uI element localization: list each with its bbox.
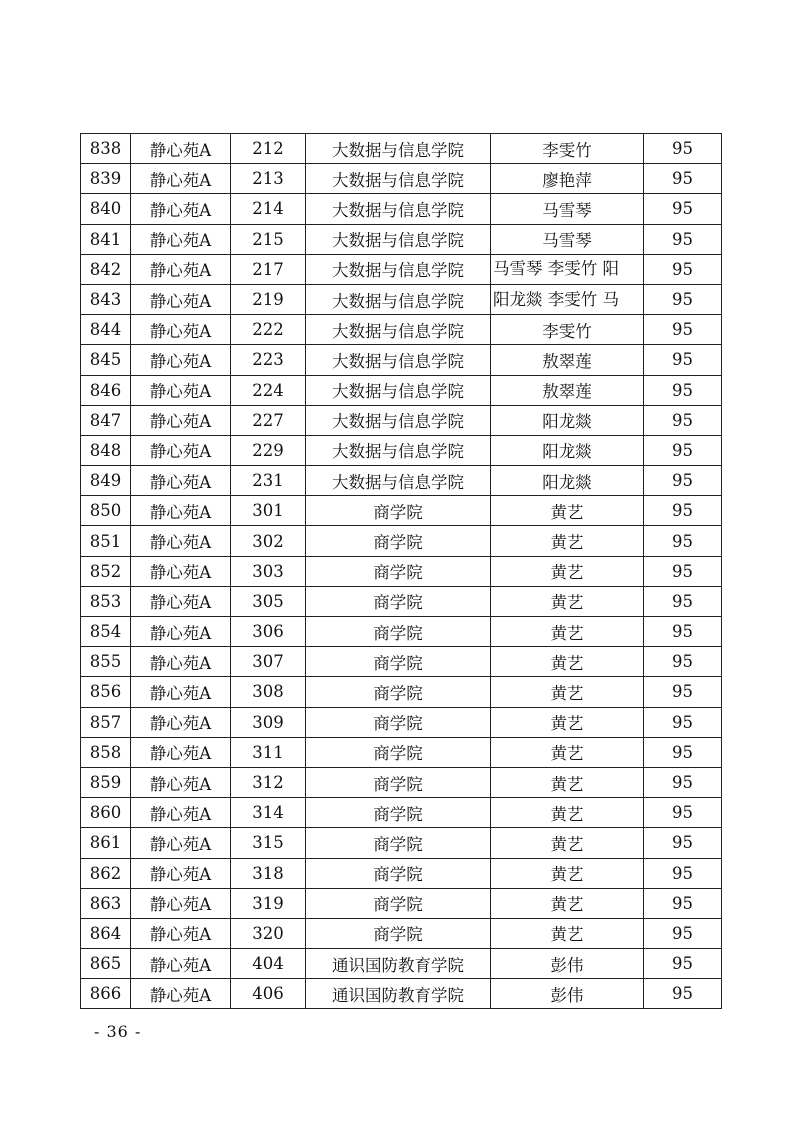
- responsible-person-cell: 黄艺: [491, 888, 644, 918]
- building-cell: 静心苑A: [131, 677, 231, 707]
- score-cell: 95: [644, 737, 722, 767]
- room-cell: 308: [231, 677, 306, 707]
- room-cell: 224: [231, 375, 306, 405]
- building-cell: 静心苑A: [131, 979, 231, 1009]
- table-row: [81, 556, 722, 586]
- responsible-person-cell: 黄艺: [491, 677, 644, 707]
- row-number-cell: 857: [81, 707, 131, 737]
- score-cell: 95: [644, 888, 722, 918]
- room-cell: 315: [231, 828, 306, 858]
- building-cell: 静心苑A: [131, 647, 231, 677]
- responsible-person-cell: 阳龙燚: [491, 435, 644, 465]
- college-cell: 大数据与信息学院: [306, 224, 491, 254]
- room-cell: 305: [231, 586, 306, 616]
- table-row: [81, 526, 722, 556]
- building-cell: 静心苑A: [131, 556, 231, 586]
- room-cell: 306: [231, 617, 306, 647]
- table-row: [81, 375, 722, 405]
- row-number-cell: 855: [81, 647, 131, 677]
- room-cell: 318: [231, 858, 306, 888]
- row-number-cell: 839: [81, 164, 131, 194]
- responsible-person-cell: 黄艺: [491, 767, 644, 797]
- room-cell: 229: [231, 435, 306, 465]
- table-row: [81, 677, 722, 707]
- college-cell: 商学院: [306, 798, 491, 828]
- score-cell: 95: [644, 164, 722, 194]
- table-row: [81, 405, 722, 435]
- score-cell: 95: [644, 586, 722, 616]
- room-cell: 406: [231, 979, 306, 1009]
- score-cell: 95: [644, 918, 722, 948]
- score-cell: 95: [644, 375, 722, 405]
- responsible-person-cell: 黄艺: [491, 918, 644, 948]
- building-cell: 静心苑A: [131, 375, 231, 405]
- building-cell: 静心苑A: [131, 767, 231, 797]
- college-cell: 大数据与信息学院: [306, 284, 491, 314]
- table-row: [81, 496, 722, 526]
- college-cell: 大数据与信息学院: [306, 405, 491, 435]
- building-cell: 静心苑A: [131, 737, 231, 767]
- score-cell: 95: [644, 647, 722, 677]
- building-cell: 静心苑A: [131, 405, 231, 435]
- college-cell: 大数据与信息学院: [306, 164, 491, 194]
- college-cell: 商学院: [306, 767, 491, 797]
- row-number-cell: 841: [81, 224, 131, 254]
- building-cell: 静心苑A: [131, 194, 231, 224]
- table-row: [81, 586, 722, 616]
- table-row: [81, 315, 722, 345]
- responsible-person-cell: 黄艺: [491, 828, 644, 858]
- score-cell: 95: [644, 617, 722, 647]
- row-number-cell: 849: [81, 466, 131, 496]
- table-row: [81, 767, 722, 797]
- responsible-person-cell: 李雯竹: [491, 315, 644, 345]
- college-cell: 商学院: [306, 737, 491, 767]
- room-cell: 314: [231, 798, 306, 828]
- room-cell: 309: [231, 707, 306, 737]
- building-cell: 静心苑A: [131, 798, 231, 828]
- building-cell: 静心苑A: [131, 707, 231, 737]
- row-number-cell: 856: [81, 677, 131, 707]
- building-cell: 静心苑A: [131, 224, 231, 254]
- college-cell: 商学院: [306, 888, 491, 918]
- table-row: [81, 284, 722, 314]
- row-number-cell: 854: [81, 617, 131, 647]
- table-row: [81, 707, 722, 737]
- building-cell: 静心苑A: [131, 496, 231, 526]
- college-cell: 大数据与信息学院: [306, 375, 491, 405]
- room-cell: 219: [231, 284, 306, 314]
- score-cell: 95: [644, 224, 722, 254]
- college-cell: 商学院: [306, 707, 491, 737]
- room-cell: 319: [231, 888, 306, 918]
- row-number-cell: 865: [81, 949, 131, 979]
- responsible-person-cell: 马雪琴: [491, 194, 644, 224]
- table-row: [81, 647, 722, 677]
- score-cell: 95: [644, 315, 722, 345]
- table-row: [81, 888, 722, 918]
- table-body: [81, 134, 722, 1009]
- score-cell: 95: [644, 798, 722, 828]
- row-number-cell: 866: [81, 979, 131, 1009]
- room-cell: 301: [231, 496, 306, 526]
- responsible-person-cell: 马雪琴: [491, 224, 644, 254]
- score-cell: 95: [644, 405, 722, 435]
- responsible-person-cell: 黄艺: [491, 556, 644, 586]
- row-number-cell: 853: [81, 586, 131, 616]
- building-cell: 静心苑A: [131, 858, 231, 888]
- table-row: [81, 466, 722, 496]
- responsible-person-cell: 黄艺: [491, 586, 644, 616]
- college-cell: 大数据与信息学院: [306, 435, 491, 465]
- room-cell: 311: [231, 737, 306, 767]
- score-cell: 95: [644, 979, 722, 1009]
- building-cell: 静心苑A: [131, 949, 231, 979]
- table-row: [81, 194, 722, 224]
- building-cell: 静心苑A: [131, 134, 231, 164]
- row-number-cell: 858: [81, 737, 131, 767]
- score-cell: 95: [644, 707, 722, 737]
- room-cell: 302: [231, 526, 306, 556]
- room-cell: 312: [231, 767, 306, 797]
- row-number-cell: 862: [81, 858, 131, 888]
- row-number-cell: 863: [81, 888, 131, 918]
- score-cell: 95: [644, 767, 722, 797]
- responsible-person-text: 阳龙燚 李雯竹 马: [493, 289, 619, 309]
- table-row: [81, 798, 722, 828]
- row-number-cell: 844: [81, 315, 131, 345]
- college-cell: 通识国防教育学院: [306, 949, 491, 979]
- college-cell: 商学院: [306, 918, 491, 948]
- table-row: [81, 737, 722, 767]
- score-cell: 95: [644, 134, 722, 164]
- responsible-person-cell: 彭伟: [491, 949, 644, 979]
- table-row: [81, 918, 722, 948]
- college-cell: 商学院: [306, 617, 491, 647]
- responsible-person-text: 马雪琴 李雯竹 阳: [493, 259, 619, 279]
- row-number-cell: 842: [81, 254, 131, 284]
- responsible-person-cell: 阳龙燚: [491, 405, 644, 435]
- room-cell: 227: [231, 405, 306, 435]
- responsible-person-cell: 黄艺: [491, 798, 644, 828]
- row-number-cell: 843: [81, 284, 131, 314]
- college-cell: 商学院: [306, 677, 491, 707]
- score-cell: 95: [644, 435, 722, 465]
- responsible-person-cell: 黄艺: [491, 617, 644, 647]
- score-cell: 95: [644, 828, 722, 858]
- score-cell: 95: [644, 284, 722, 314]
- building-cell: 静心苑A: [131, 888, 231, 918]
- responsible-person-cell: 敖翠莲: [491, 375, 644, 405]
- table-row: [81, 224, 722, 254]
- room-cell: 217: [231, 254, 306, 284]
- building-cell: 静心苑A: [131, 526, 231, 556]
- table-row: [81, 345, 722, 375]
- building-cell: 静心苑A: [131, 435, 231, 465]
- building-cell: 静心苑A: [131, 918, 231, 948]
- college-cell: 大数据与信息学院: [306, 315, 491, 345]
- row-number-cell: 840: [81, 194, 131, 224]
- room-cell: 404: [231, 949, 306, 979]
- row-number-cell: 864: [81, 918, 131, 948]
- score-cell: 95: [644, 466, 722, 496]
- score-cell: 95: [644, 496, 722, 526]
- building-cell: 静心苑A: [131, 254, 231, 284]
- responsible-person-cell: 黄艺: [491, 737, 644, 767]
- row-number-cell: 848: [81, 435, 131, 465]
- college-cell: 商学院: [306, 828, 491, 858]
- inspection-score-table: [80, 133, 722, 1009]
- room-cell: 222: [231, 315, 306, 345]
- building-cell: 静心苑A: [131, 315, 231, 345]
- responsible-person-cell: [491, 284, 644, 314]
- building-cell: 静心苑A: [131, 284, 231, 314]
- building-cell: 静心苑A: [131, 164, 231, 194]
- room-cell: 303: [231, 556, 306, 586]
- row-number-cell: 845: [81, 345, 131, 375]
- responsible-person-cell: 黄艺: [491, 858, 644, 888]
- college-cell: 商学院: [306, 526, 491, 556]
- responsible-person-cell: 廖艳萍: [491, 164, 644, 194]
- college-cell: 大数据与信息学院: [306, 134, 491, 164]
- college-cell: 大数据与信息学院: [306, 345, 491, 375]
- page-number: - 36 -: [94, 1022, 142, 1041]
- room-cell: 231: [231, 466, 306, 496]
- room-cell: 223: [231, 345, 306, 375]
- responsible-person-cell: 阳龙燚: [491, 466, 644, 496]
- building-cell: 静心苑A: [131, 345, 231, 375]
- table-row: [81, 164, 722, 194]
- score-cell: 95: [644, 194, 722, 224]
- college-cell: 大数据与信息学院: [306, 466, 491, 496]
- college-cell: 大数据与信息学院: [306, 254, 491, 284]
- score-cell: 95: [644, 254, 722, 284]
- row-number-cell: 850: [81, 496, 131, 526]
- table-row: [81, 828, 722, 858]
- row-number-cell: 859: [81, 767, 131, 797]
- college-cell: 商学院: [306, 496, 491, 526]
- building-cell: 静心苑A: [131, 586, 231, 616]
- building-cell: 静心苑A: [131, 466, 231, 496]
- building-cell: 静心苑A: [131, 617, 231, 647]
- responsible-person-cell: 黄艺: [491, 496, 644, 526]
- college-cell: 商学院: [306, 858, 491, 888]
- row-number-cell: 852: [81, 556, 131, 586]
- table-row: [81, 617, 722, 647]
- table-row: [81, 435, 722, 465]
- building-cell: 静心苑A: [131, 828, 231, 858]
- score-cell: 95: [644, 526, 722, 556]
- table-row: [81, 858, 722, 888]
- row-number-cell: 860: [81, 798, 131, 828]
- table-row: [81, 134, 722, 164]
- table-row: [81, 949, 722, 979]
- room-cell: 215: [231, 224, 306, 254]
- responsible-person-cell: 黄艺: [491, 526, 644, 556]
- responsible-person-cell: 李雯竹: [491, 134, 644, 164]
- room-cell: 214: [231, 194, 306, 224]
- room-cell: 307: [231, 647, 306, 677]
- responsible-person-cell: 黄艺: [491, 647, 644, 677]
- responsible-person-cell: 彭伟: [491, 979, 644, 1009]
- row-number-cell: 851: [81, 526, 131, 556]
- college-cell: 商学院: [306, 647, 491, 677]
- table-row: [81, 979, 722, 1009]
- room-cell: 212: [231, 134, 306, 164]
- table-row: [81, 254, 722, 284]
- row-number-cell: 847: [81, 405, 131, 435]
- responsible-person-cell: [491, 254, 644, 284]
- score-cell: 95: [644, 858, 722, 888]
- score-cell: 95: [644, 556, 722, 586]
- score-cell: 95: [644, 677, 722, 707]
- college-cell: 商学院: [306, 556, 491, 586]
- score-cell: 95: [644, 345, 722, 375]
- college-cell: 通识国防教育学院: [306, 979, 491, 1009]
- room-cell: 320: [231, 918, 306, 948]
- row-number-cell: 838: [81, 134, 131, 164]
- score-cell: 95: [644, 949, 722, 979]
- responsible-person-cell: 敖翠莲: [491, 345, 644, 375]
- college-cell: 商学院: [306, 586, 491, 616]
- row-number-cell: 861: [81, 828, 131, 858]
- college-cell: 大数据与信息学院: [306, 194, 491, 224]
- responsible-person-cell: 黄艺: [491, 707, 644, 737]
- room-cell: 213: [231, 164, 306, 194]
- row-number-cell: 846: [81, 375, 131, 405]
